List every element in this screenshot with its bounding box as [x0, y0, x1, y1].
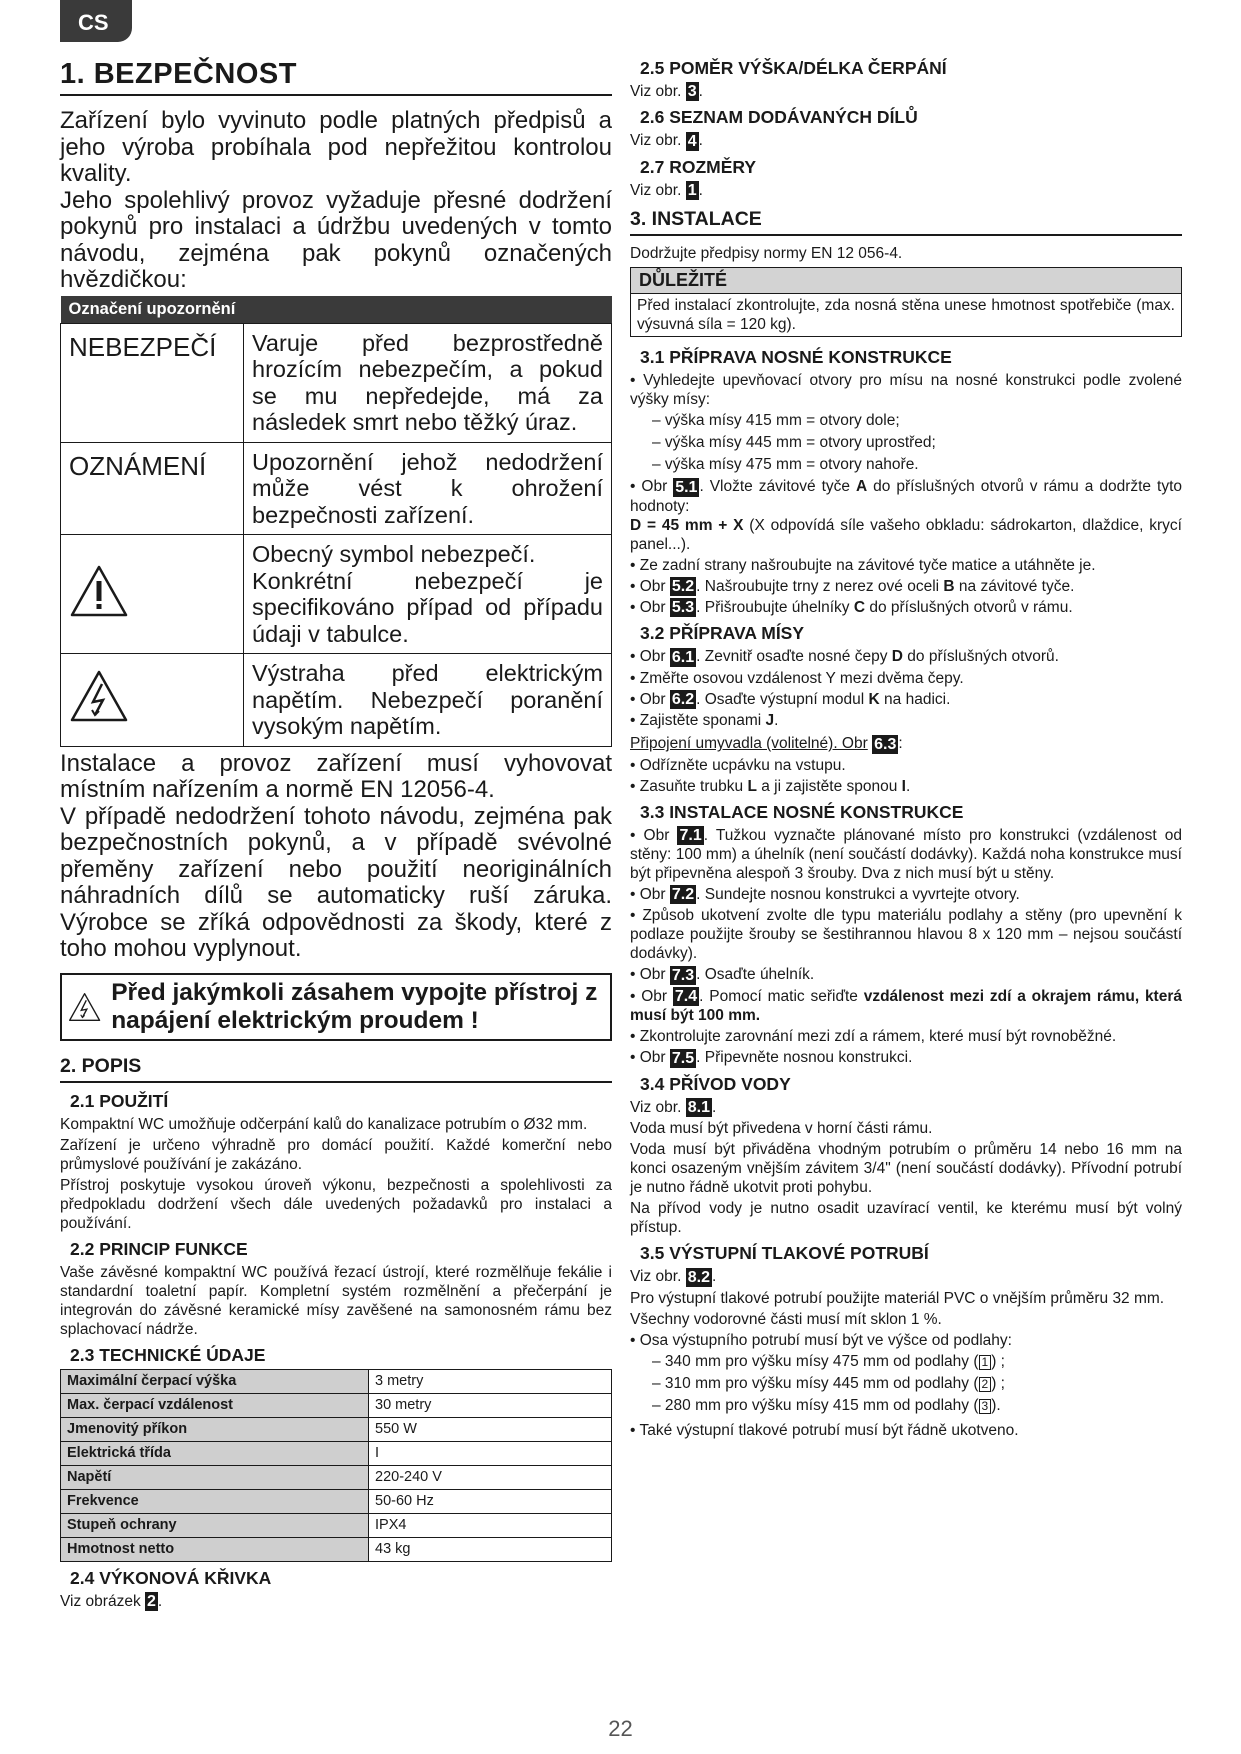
sink-label: Připojení umyvadla (volitelné). Obr [630, 735, 868, 753]
list-3-5b [630, 1421, 1182, 1440]
page-number: 22 [608, 1716, 633, 1741]
ref-number: 1 [979, 1355, 992, 1370]
heading-2-5: 2.5 POMĚR VÝŠKA/DÉLKA ČERPÁNÍ [640, 58, 947, 78]
outlet-text-1: Pro výstupní tlakové potrubí použijte materiál PVC o vnějším průměru 32 mm. [630, 1289, 1165, 1307]
outlet-height-list [630, 1352, 1182, 1415]
list-3-1b [630, 477, 1182, 617]
list-sink [630, 756, 1182, 796]
general-hazard-cell [61, 535, 244, 654]
part-letter: A [856, 478, 868, 496]
table-row [61, 1393, 612, 1417]
tech-name: Elektrická třída [61, 1441, 369, 1465]
table-row [61, 654, 612, 747]
section-2-title: 2. POPIS [60, 1055, 612, 1083]
obr-label: Obr [639, 599, 666, 617]
usage-text-1: Kompaktní WC umožňuje odčerpání kalů do kanalizace potrubím o Ø32 mm. [60, 1115, 588, 1133]
obr-label: Obr [639, 886, 666, 904]
table-row [61, 1417, 612, 1441]
table-row [61, 442, 612, 535]
list-item: – výška mísy 475 mm = otvory nahoře. [652, 456, 919, 474]
heading-3-2: 3.2 PŘÍPRAVA MÍSY [640, 623, 805, 644]
warning-triangle-icon [69, 564, 129, 618]
tech-name: Stupeň ochrany [61, 1513, 369, 1537]
step-text: . Přišroubujte úhelníky [696, 599, 850, 617]
list-item: • Obr 7.2 . Sundejte nosnou konstrukci a vyvrtejte otvory. [630, 886, 1020, 904]
figure-badge: 7.2 [671, 886, 695, 904]
tech-name: Max. čerpací vzdálenost [61, 1393, 369, 1417]
obr-label: Obr [639, 648, 666, 666]
figure-badge: 5.2 [671, 578, 695, 596]
figure-badge: 6.1 [671, 648, 695, 666]
list-3-3 [630, 826, 1182, 1068]
water-text-3: Na přívod vody je nutno osadit uzavírací ventil, ke kterému musí být volný přístup. [630, 1200, 1182, 1237]
step-text: . Sundejte nosnou konstrukci a vyvrtejte otvory. [696, 886, 1020, 904]
tech-value: 30 metry [369, 1393, 612, 1417]
step-text: do příslušných otvorů. [907, 648, 1059, 666]
step-text: • Zajistěte sponami [630, 712, 762, 730]
dimensions-ref: Viz obr. 1 . [630, 181, 703, 200]
obr-label: Obr [641, 478, 668, 496]
parts-ref: Viz obr. 4 . [630, 132, 703, 150]
heading-2-7: 2.7 ROZMĚRY [640, 156, 757, 177]
obr-label: Obr [639, 577, 666, 595]
tech-value: 3 metry [369, 1369, 612, 1393]
table-row [61, 1513, 612, 1537]
part-letter: L [747, 777, 757, 795]
function-text: Vaše závěsné kompaktní WC používá řezací ústrojí, které rozmělňuje fekálie i standardní toaletní papír. Kompletní systém rozmělnění a přečerpání je integrován do závěsné keramické mísy zavěšené na samonosném rámu bez splachovací nádrže. [60, 1263, 612, 1338]
list-item: • Ze zadní strany našroubujte na závitové tyče matice a utáhněte je. [630, 556, 1096, 574]
table-row [61, 1441, 612, 1465]
item-text: – 340 mm pro výšku mísy 475 mm od podlahy ( [652, 1352, 979, 1370]
list-item: • Obr 5.2 . Našroubujte trny z nerez ové oceli B na závitové tyče. [630, 577, 1075, 596]
list-item: • Obr 6.1 . Zevnitř osaďte nosné čepy D do příslušných otvorů. [630, 648, 1059, 666]
part-letter: C [853, 599, 866, 617]
part-letter: B [943, 577, 955, 595]
list-item: • Zajistěte sponami J. [630, 712, 779, 730]
heading-2-2: 2.2 PRINCIP FUNKCE [70, 1238, 248, 1259]
list-item [652, 1374, 1182, 1393]
part-letter: K [868, 690, 880, 708]
tech-value: IPX4 [369, 1513, 612, 1537]
figure-badge: 7.5 [671, 1049, 695, 1067]
part-letter: J [765, 712, 775, 730]
figure-badge: 7.1 [679, 827, 702, 845]
list-item: • Obr 7.4 . Pomocí matic seřiďte vzdálenost mezi zdí a okrajem rámu, která musí být 100 mm. [630, 987, 1182, 1025]
important-text: Před instalací zkontrolujte, zda nosná stěna unese hmotnost spotřebiče (max. výsuvná síla = 120 kg). [637, 297, 1175, 334]
water-text-2: Voda musí být přiváděna vhodným potrubím o průměru 14 nebo 16 mm na konci osazeným vnějším závitem 3/4" (není součástí dodávky). Přívodní potrubí je nutno řádně ukotvit proti pohybu. [630, 1141, 1182, 1197]
tech-name: Napětí [61, 1465, 369, 1489]
table-row [61, 323, 612, 442]
table-row [61, 1489, 612, 1513]
outlet-ref: Viz obr. 8.2 . [630, 1268, 717, 1286]
notice-text: Upozornění jehož nedodržení může vést k ohrožení bezpečnosti zařízení. [244, 442, 612, 535]
figure-badge: 2 [147, 1592, 156, 1610]
notice-label: OZNÁMENÍ [61, 442, 244, 535]
ref-number: 2 [979, 1377, 992, 1392]
list-item: – výška mísy 415 mm = otvory dole; [652, 412, 900, 430]
heading-2-6: 2.6 SEZNAM DODÁVANÝCH DÍLŮ [640, 107, 918, 128]
bowl-height-list [630, 411, 1182, 474]
list-item: • Vyhledejte upevňovací otvory pro mísu na nosné konstrukci podle zvolené výšky mísy: [630, 372, 1182, 409]
tech-name: Hmotnost netto [61, 1537, 369, 1561]
power-disconnect-warning [60, 973, 612, 1041]
list-item: • Obr 5.1 . Vložte závitové tyče A do příslušných otvorů v rámu a dodržte tyto hodnoty: D = 45 mm + X (X odpovídá síle vašeho obkladu: sádrokarton, dlaždice, krycí panel...). [630, 478, 1182, 553]
list-item: • Obr 7.3 . Osaďte úhelník. [630, 966, 815, 984]
section-3-title: 3. INSTALACE [630, 208, 1182, 236]
water-ref: Viz obr. 8.1 . [630, 1098, 717, 1117]
list-item: • Také výstupní tlakové potrubí musí být řádně ukotveno. [630, 1421, 1019, 1439]
list-3-1 [630, 371, 1182, 409]
general-hazard-line-2: Konkrétní nebezpečí je specifikováno případ od případu údaji v tabulce. [252, 567, 603, 647]
item-end: ). [991, 1396, 1001, 1414]
table-row [61, 535, 612, 654]
list-item: • Zkontrolujte zarovnání mezi zdí a rámem, které musí být rovnoběžné. [630, 1028, 1117, 1046]
water-text-1: Voda musí být přivedena v horní části rámu. [630, 1120, 933, 1138]
tech-value: I [369, 1441, 612, 1465]
figure-badge: 8.2 [687, 1268, 710, 1286]
electric-hazard-icon [69, 669, 129, 723]
list-item: • Obr 7.1 . Tužkou vyznačte plánované místo pro konstrukci (vzdálenost od stěny: 100 mm) a úhelník (není součástí dodávky). Každá noha konstrukce musí být připevněna alespoň 3 šrouby. Dva z nich musí být u stěny. [630, 826, 1183, 883]
heading-2-4: 2.4 VÝKONOVÁ KŘIVKA [70, 1567, 272, 1588]
warning-signs-table [60, 296, 612, 747]
obr-label: Obr [639, 966, 666, 984]
formula: D = 45 mm + X [630, 516, 744, 534]
list-item: • Způsob ukotvení zvolte dle typu materiálu podlahy a stěny (pro upevnění k podlaze použijte šrouby se šestihrannou hlavou 8 x 120 mm – nejsou součástí dodávky). [630, 907, 1182, 963]
list-item: • Obr 5.3 . Přišroubujte úhelníky C do příslušných otvorů v rámu. [630, 599, 1073, 617]
warning-table-header: Označení upozornění [61, 296, 612, 324]
figure-badge: 8.1 [687, 1099, 710, 1117]
figure-badge: 1 [687, 182, 697, 200]
general-hazard-line-1: Obecný symbol nebezpečí. [252, 541, 536, 567]
tech-name: Jmenovitý příkon [61, 1417, 369, 1441]
step-text: . Našroubujte trny z nerez ové oceli [696, 577, 940, 595]
tech-value: 50-60 Hz [369, 1489, 612, 1513]
step-text: . Zevnitř osaďte nosné čepy [696, 648, 888, 666]
heading-3-3: 3.3 INSTALACE NOSNÉ KONSTRUKCE [640, 801, 964, 822]
list-item: • Obr 6.2 . Osaďte výstupní modul K na hadici. [630, 690, 951, 709]
heading-2-3: 2.3 TECHNICKÉ ÚDAJE [70, 1344, 266, 1365]
obr-label: Obr [639, 1049, 666, 1067]
obr-label: Obr [643, 826, 670, 844]
right-column [630, 58, 1182, 1442]
ref-text: Viz obr. [630, 181, 682, 199]
heading-3-4: 3.4 PŘÍVOD VODY [640, 1073, 791, 1094]
electric-hazard-icon [68, 981, 101, 1033]
list-item: • Změřte osovou vzdálenost Y mezi dvěma čepy. [630, 669, 964, 687]
step-text: na závitové tyče. [958, 577, 1075, 595]
step-text: . Osaďte úhelník. [696, 966, 815, 984]
figure-badge: 4 [687, 132, 697, 150]
power-warning-text: Před jakýmkoli zásahem vypojte přístroj z napájení elektrickým proudem ! [111, 978, 598, 1034]
table-row [61, 1465, 612, 1489]
part-letter: I [901, 777, 906, 795]
distance-requirement: vzdálenost mezi zdí a okrajem rámu, která musí být 100 mm. [630, 987, 1182, 1025]
tech-name: Frekvence [61, 1489, 369, 1513]
item-text: – 310 mm pro výšku mísy 445 mm od podlahy ( [652, 1374, 979, 1392]
list-item: • Obr 7.5 . Připevněte nosnou konstrukci. [630, 1049, 913, 1067]
list-3-5 [630, 1331, 1182, 1350]
perf-curve-ref: Viz obrázek 2 . [60, 1592, 163, 1610]
figure-badge: 5.1 [675, 478, 698, 496]
danger-text: Varuje před bezprostředně hrozícím nebezpečím, a pokud se mu nepředejde, má za následek smrt nebo těžký úraz. [244, 323, 612, 442]
tech-name: Maximální čerpací výška [61, 1369, 369, 1393]
ratio-ref: Viz obr. 3 . [630, 83, 703, 101]
install-regulation: Instalace a provoz zařízení musí vyhovovat místním nařízením a normě EN 12056-4. [60, 749, 612, 803]
item-text: – 280 mm pro výšku mísy 415 mm od podlahy ( [652, 1396, 979, 1414]
left-column [60, 58, 612, 1613]
tech-value: 43 kg [369, 1537, 612, 1561]
step-text: • Zasuňte trubku [630, 777, 744, 795]
figure-badge: 7.4 [674, 988, 698, 1006]
warranty-notice: V případě nedodržení tohoto návodu, zejména pak bezpečnostních pokynů, a v případě svévolné přeměny zařízení nebo použití neoriginálních náhradních dílů se automaticky ruší záruka. Výrobce se zříká odpovědnosti za škody, které z toho mohou vyplynout. [60, 802, 612, 962]
safety-intro-1: Zařízení bylo vyvinuto podle platných předpisů a jeho výroba probíhala pod nepřežitou kontrolou kvality. [60, 107, 612, 187]
important-heading: DŮLEŽITÉ [631, 268, 1181, 294]
safety-intro-2: Jeho spolehlivý provoz vyžaduje přesné dodržení pokynů pro instalaci a údržbu uvedených v tomto návodu, zejména pak pokynů označených hvězdičkou: [60, 186, 612, 293]
item-end: ) ; [991, 1352, 1005, 1370]
list-item [652, 1352, 1182, 1371]
formula-text: (X odpovídá síle vašeho obkladu: sádrokarton, dlaždice, krycí panel...). [630, 516, 1182, 553]
figure-badge: 5.3 [671, 599, 695, 617]
step-text: do příslušných otvorů v rámu. [869, 599, 1073, 617]
norm-text: Dodržujte předpisy normy EN 12 056-4. [630, 245, 903, 263]
ref-text: Viz obrázek [60, 1592, 141, 1610]
ref-number: 3 [979, 1399, 992, 1414]
step-text: . Připevněte nosnou konstrukci. [696, 1049, 913, 1067]
usage-text-2: Zařízení je určeno výhradně pro domácí použití. Každé komerční nebo průmyslové používání je zakázáno. [60, 1136, 612, 1173]
tech-value: 550 W [369, 1417, 612, 1441]
heading-3-5: 3.5 VÝSTUPNÍ TLAKOVÉ POTRUBÍ [640, 1243, 929, 1264]
item-end: ) ; [991, 1374, 1005, 1392]
ref-text: Viz obr. [630, 1098, 682, 1116]
electric-hazard-cell [61, 654, 244, 747]
list-item [652, 1396, 1182, 1415]
outlet-text-2: Všechny vodorovné části musí mít sklon 1 %. [630, 1310, 942, 1328]
step-text: . Osaďte výstupní modul [696, 690, 865, 708]
section-1-title: 1. BEZPEČNOST [60, 58, 612, 96]
language-tab: CS [60, 0, 132, 42]
figure-badge: 6.2 [671, 691, 695, 709]
list-item: • Zasuňte trubku L a ji zajistěte sponou I. [630, 777, 911, 795]
electric-hazard-text: Výstraha před elektrickým napětím. Nebezpečí poranění vysokým napětím. [244, 654, 612, 747]
usage-text-3: Přístroj poskytuje vysokou úroveň výkonu, bezpečnosti a spolehlivosti za předpokladu dodržení všech dále uvedených požadavků pro instalaci a používání. [60, 1176, 612, 1232]
technical-data-table [60, 1369, 612, 1562]
figure-badge: 6.3 [874, 735, 897, 753]
obr-label: Obr [639, 690, 666, 708]
table-row [61, 1537, 612, 1561]
figure-badge: 3 [687, 83, 697, 101]
heading-3-1: 3.1 PŘÍPRAVA NOSNÉ KONSTRUKCE [640, 347, 952, 368]
list-3-2 [630, 647, 1182, 730]
danger-label: NEBEZPEČÍ [61, 323, 244, 442]
step-text: . Vložte závitové tyče [699, 478, 851, 496]
ref-text: Viz obr. [630, 83, 682, 100]
ref-text: Viz obr. [630, 132, 682, 150]
obr-label: Obr [641, 987, 668, 1005]
table-row [61, 1369, 612, 1393]
step-text: . Pomocí matic seřiďte [699, 987, 858, 1005]
heading-2-1: 2.1 POUŽITÍ [70, 1090, 169, 1111]
list-item: • Odřízněte ucpávku na vstupu. [630, 756, 846, 774]
step-text: a ji zajistěte sponou [761, 777, 898, 795]
general-hazard-text [244, 535, 612, 654]
sink-connection: Připojení umyvadla (volitelné). Obr 6.3 : [630, 735, 903, 753]
part-letter: D [891, 648, 903, 666]
list-item: – výška mísy 445 mm = otvory uprostřed; [652, 434, 936, 452]
important-box [630, 267, 1182, 337]
tech-value: 220-240 V [369, 1465, 612, 1489]
step-text: do příslušných otvorů v rámu a dodržte tyto hodnoty: [630, 478, 1182, 515]
figure-badge: 7.3 [671, 966, 695, 984]
step-text: . Tužkou vyznačte plánované místo pro konstrukci (vzdálenost od stěny: 100 mm) a úhelník (není součástí dodávky). Každá noha konstrukce musí být připevněna alespoň 3 šrouby. Dva z nich musí být u stěny. [630, 826, 1183, 883]
ref-text: Viz obr. [630, 1268, 682, 1286]
list-item: • Osa výstupního potrubí musí být ve výšce od podlahy: [630, 1331, 1012, 1349]
step-text: na hadici. [884, 690, 951, 708]
